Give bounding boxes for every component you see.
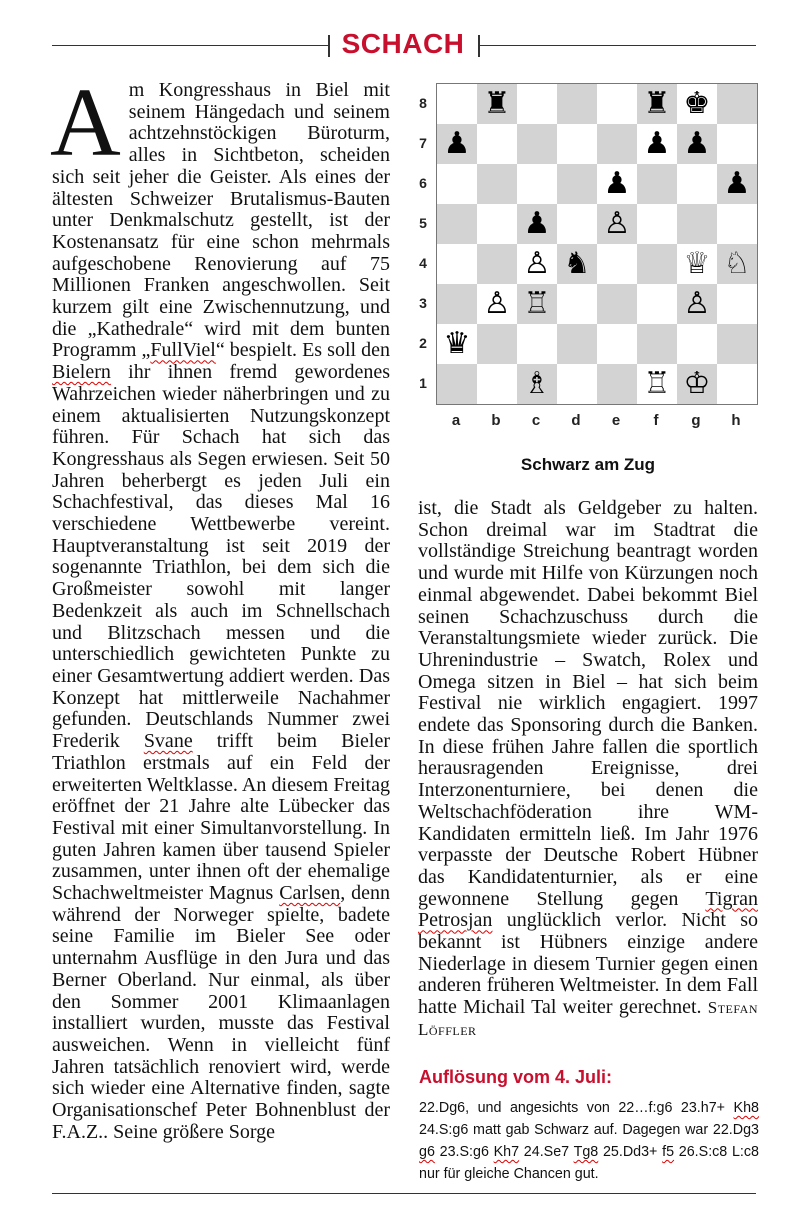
black-pawn-icon: ♟ (603, 166, 631, 201)
white-queen-icon: ♕ (683, 246, 711, 281)
article-text: “ bespielt. Es soll den (215, 339, 391, 362)
square-f3 (637, 284, 677, 324)
drop-cap: A (50, 69, 121, 177)
black-pawn-icon: ♟ (723, 166, 751, 201)
file-label: b (491, 412, 501, 429)
square-e1 (597, 364, 637, 404)
square-b6 (477, 164, 517, 204)
square-f2 (637, 324, 677, 364)
black-rook-icon: ♜ (643, 86, 671, 121)
rank-label: 6 (419, 175, 427, 191)
solution-fragment: 26.S:c8 L:c8 nur für gleiche Chancen gut. (419, 1144, 760, 1182)
article-text: unglücklich verlor. Nicht so bekannt ist Hübners einzige andere Niederlage in diesem Turnier gegen einen anderen früheren Weltmeister. In dem Fall hatte Michail Tal weiter gerechnet. (418, 909, 758, 1019)
chess-board (436, 83, 758, 405)
header-rule-left (52, 45, 328, 46)
file-label: d (571, 412, 581, 429)
solution-fragment: 22.Dg6, und angesichts von 22…f:g6 23.h7+ (419, 1100, 734, 1116)
square-f4 (637, 244, 677, 284)
square-h3 (717, 284, 757, 324)
black-king-icon: ♚ (683, 86, 711, 121)
diagram-caption: Schwarz am Zug (520, 455, 656, 474)
rank-label: 7 (419, 135, 427, 151)
rank-label: 8 (419, 95, 427, 111)
square-h5 (717, 204, 757, 244)
square-h8 (717, 84, 757, 124)
file-label: e (611, 412, 621, 429)
square-a3 (437, 284, 477, 324)
square-e7 (597, 124, 637, 164)
rank-label: 5 (419, 215, 427, 231)
square-g2 (677, 324, 717, 364)
square-c2 (517, 324, 557, 364)
square-a4 (437, 244, 477, 284)
misspelled-word[interactable]: Svane (143, 730, 193, 753)
file-label: c (531, 412, 541, 429)
misspelled-word[interactable]: Kh8 (733, 1100, 759, 1116)
file-label: f (653, 412, 659, 429)
square-d1 (557, 364, 597, 404)
square-h1 (717, 364, 757, 404)
square-h7 (717, 124, 757, 164)
white-pawn-icon: ♙ (603, 206, 631, 241)
white-pawn-icon: ♙ (523, 246, 551, 281)
square-d2 (557, 324, 597, 364)
misspelled-word[interactable]: f5 (662, 1144, 675, 1160)
square-g6 (677, 164, 717, 204)
misspelled-word[interactable]: Tigran (705, 887, 758, 910)
rank-label: 2 (419, 335, 427, 351)
white-rook-icon: ♖ (523, 286, 551, 321)
solution-fragment: 24.S:g6 matt gab Schwarz auf. Dagegen war 22.Dg3 (419, 1122, 759, 1138)
file-label: h (731, 412, 741, 429)
square-a8 (437, 84, 477, 124)
square-b5 (477, 204, 517, 244)
rank-label: 3 (419, 295, 427, 311)
author-byline: Stefan Löffler (418, 998, 758, 1039)
square-f5 (637, 204, 677, 244)
article-text: trifft beim Bieler Triathlon erstmals auf ein Feld der erweiterten Weltklasse. An diesem Freitag eröffnet der 21 Jahre alte Lübecker das Festival mit einer Simultanvorstellung. In guten Jahren kamen über tausend Spieler zusammen, unter ihnen oft der ehemalige Schachweltmeister Magnus (52, 730, 390, 905)
square-e4 (597, 244, 637, 284)
square-e2 (597, 324, 637, 364)
rank-label: 4 (419, 255, 427, 271)
misspelled-word[interactable]: FullViel (150, 339, 216, 362)
black-knight-icon: ♞ (563, 246, 591, 281)
square-b1 (477, 364, 517, 404)
black-rook-icon: ♜ (483, 86, 511, 121)
square-a5 (437, 204, 477, 244)
header-rule-right (480, 45, 756, 46)
square-d6 (557, 164, 597, 204)
misspelled-word[interactable]: Petrosjan (418, 909, 493, 932)
square-b4 (477, 244, 517, 284)
white-rook-icon: ♖ (643, 366, 671, 401)
black-pawn-icon: ♟ (683, 126, 711, 161)
square-g5 (677, 204, 717, 244)
square-d5 (557, 204, 597, 244)
square-a1 (437, 364, 477, 404)
header-bar-right (478, 35, 480, 57)
solution-fragment: 24.Se7 (519, 1144, 574, 1160)
black-pawn-icon: ♟ (443, 126, 471, 161)
header-bar-left (328, 35, 330, 57)
misspelled-word[interactable]: Carlsen (279, 882, 341, 905)
square-d8 (557, 84, 597, 124)
solution-fragment: 25.Dd3+ (598, 1144, 663, 1160)
solution-text (419, 1097, 759, 1185)
solution-fragment: 23.S:g6 (434, 1144, 494, 1160)
square-b2 (477, 324, 517, 364)
solution-heading: Auflösung vom 4. Juli: (419, 1067, 613, 1087)
misspelled-word[interactable]: Bielern (52, 361, 111, 384)
square-c8 (517, 84, 557, 124)
square-f6 (637, 164, 677, 204)
square-c7 (517, 124, 557, 164)
black-pawn-icon: ♟ (643, 126, 671, 161)
file-label: g (691, 412, 701, 429)
square-c6 (517, 164, 557, 204)
square-e3 (597, 284, 637, 324)
article-text: ist, die Stadt als Geldgeber zu halten. Schon dreimal war im Stadtrat die vollständige Streichung beantragt worden und wurde mit Hilfe von Kürzungen noch einmal abgewendet. Dabei bekommt Biel seinen Schachzuschuss durch die Veranstaltungsmiete wieder zurück. Die Uhrenindustrie – Swatch, Rolex und Omega sitzen in Biel – hat sich beim Festival nie wirklich engagiert. 1997 endete das Sponsoring durch die Banken. In diese frühen Jahre fallen die sportlich herausragenden Ereignisse, drei Interzonenturniere, bei denen die Weltschachföderation ihre WM-Kandidaten ermitteln ließ. Im Jahr 1976 verpasste der Deutsche Robert Hübner das Kandidatenturnier, als er eine gewonnene Stellung gegen (418, 497, 758, 910)
section-title: SCHACH (341, 28, 465, 59)
footer-rule (52, 1193, 756, 1194)
misspelled-word[interactable]: Kh7 (493, 1144, 520, 1160)
black-queen-icon: ♛ (443, 326, 471, 361)
article-text: , denn während der Norweger spielte, badete seine Familie im Bieler See oder unternahm Ausflüge in den Jura und das Berner Oberland. Nur einmal, als über den Sommer 2001 Klimaanlagen installiert wurden, musste das Festival ausweichen. Wenn in vielleicht fünf Jahren tatsächlich renoviert wird, werde sich wieder eine Alternative finden, sagte Organisationschef Peter Bohnenblust der F.A.Z.. Seine größere Sorge (52, 882, 390, 1143)
square-b7 (477, 124, 517, 164)
white-pawn-icon: ♙ (683, 286, 711, 321)
rank-label: 1 (419, 375, 427, 391)
white-knight-icon: ♘ (723, 246, 751, 281)
white-king-icon: ♔ (683, 366, 711, 401)
article-text: ihr ihnen fremd gewordenes Wahrzeichen wieder näherbringen und zu einem aktualisierten Nutzungskonzept führen. Für Schach hat sich das Kongresshaus als Segen erwiesen. Seit 50 Jahren beherbergt es jeden Juli ein Schachfestival, das dieses Mal 16 verschiedene Wettbewerbe vereint. Hauptveranstaltung ist seit 2019 der sogenannte Triathlon, bei dem sich die Großmeister sowohl mit langer Bedenkzeit als auch im Schnellschach und Blitzschach messen und die unterschiedlich gewichteten Punkte zu einer Gesamtwertung addiert werden. Das Konzept hat mittlerweile Nachahmer gefunden. Deutschlands Nummer zwei Frederik (52, 361, 390, 753)
article-text: m Kongresshaus in Biel mit seinem Hängedach und seinem achtzehnstöckigen Büroturm, alles in Sichtbeton, scheiden sich seit jeher die Geister. Als eines der ältesten Schweizer Brutalismus-Bauten unter Denkmalschutz gestellt, ist der Kostenansatz für eine schon mehrmals aufgeschobene Renovierung auf 75 Millionen Franken angeschwollen. Seit kurzem gilt eine Zwischennutzung, und die „Kathedrale“ wird mit dem bunten Programm „ (52, 79, 390, 362)
article-column-right (418, 498, 758, 1041)
white-pawn-icon: ♙ (483, 286, 511, 321)
misspelled-word[interactable]: g6 (419, 1144, 435, 1160)
article-column-left (50, 69, 391, 1143)
white-bishop-icon: ♗ (523, 366, 551, 401)
square-d3 (557, 284, 597, 324)
square-h2 (717, 324, 757, 364)
misspelled-word[interactable]: Tg8 (573, 1144, 599, 1160)
file-label: a (451, 412, 461, 429)
square-d7 (557, 124, 597, 164)
square-e8 (597, 84, 637, 124)
square-a6 (437, 164, 477, 204)
black-pawn-icon: ♟ (523, 206, 551, 241)
